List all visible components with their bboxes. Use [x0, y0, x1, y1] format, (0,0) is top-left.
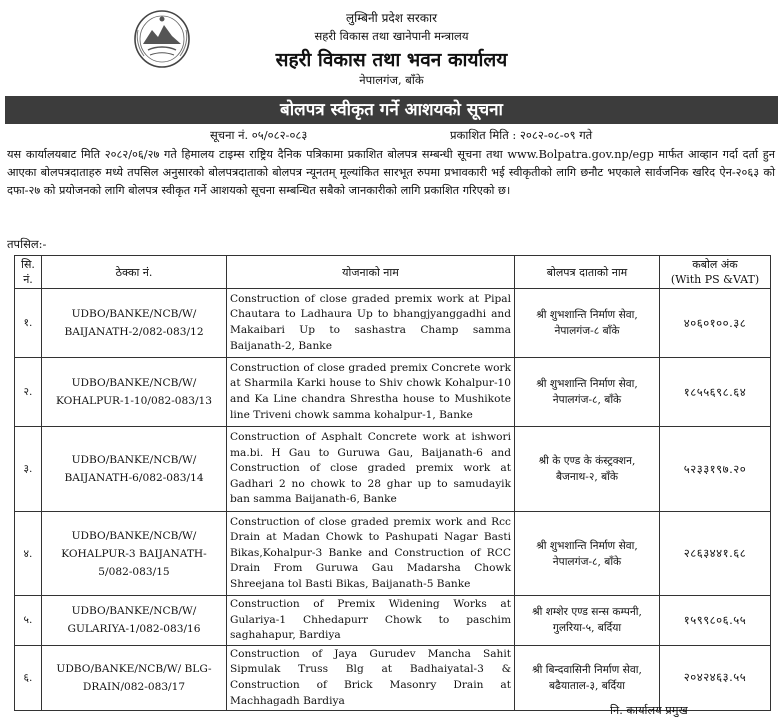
row-bid-amount: २०४२४६३.५५ — [660, 645, 771, 710]
bid-acceptance-table — [14, 255, 771, 711]
row-bid-amount: १५९९८०६.५५ — [660, 596, 771, 646]
row-bid-amount: २८६३४४१.६८ — [660, 512, 771, 596]
row-sn: ६. — [15, 645, 42, 710]
row-contract-no: UDBO/BANKE/NCB/W/ KOHALPUR-1-10/082-083/13 — [42, 358, 227, 427]
row-bidder-name: श्री के एण्ड के कंस्ट्रक्शन, बैजनाथ-२, बाँके — [515, 427, 660, 512]
row-bid-amount: १८५५६९८.६४ — [660, 358, 771, 427]
header-bidder-name: बोलपत्र दाताको नाम — [515, 256, 660, 289]
table-row — [15, 358, 771, 427]
government-name: लुम्बिनी प्रदेश सरकार — [345, 11, 437, 25]
row-bidder-name: श्री शुभशान्ति निर्माण सेवा, नेपालगंज-८ बाँके — [515, 289, 660, 358]
row-project-name: Construction of Premix Widening Works at Gulariya-1 Chhedapurr Chowk to paschim saghahapur, Bardiya — [227, 596, 515, 646]
row-bidder-name: श्री शम्शेर एण्ड सन्स कम्पनी, गुलरिया-५, बर्दिया — [515, 596, 660, 646]
header-project-name: योजनाको नाम — [227, 256, 515, 289]
row-bidder-name: श्री शुभशान्ति निर्माण सेवा, नेपालगंज-८, बाँके — [515, 358, 660, 427]
row-contract-no: UDBO/BANKE/NCB/W/ BAIJANATH-2/082-083/12 — [42, 289, 227, 358]
table-row — [15, 596, 771, 646]
row-bidder-name: श्री शुभशान्ति निर्माण सेवा, नेपालगंज-८, बाँके — [515, 512, 660, 596]
row-bidder-name: श्री बिन्दवासिनी निर्माण सेवा, बढैयाताल-३, बर्दिया — [515, 645, 660, 710]
ministry-name: सहरी विकास तथा खानेपानी मन्त्रालय — [314, 29, 469, 43]
header-amount-note: (With PS &VAT) — [670, 273, 760, 286]
office-chief-signoff: नि. कार्यालय प्रमुख — [610, 704, 688, 717]
row-project-name: Construction of close graded premix Concrete work at Sharmila Karki house to Shiv chowk Kohalpur-10 and Ka Line chandra Shrestha house to Mushikote line Triveni chowk samma kohalpur-1, Banke — [227, 358, 515, 427]
table-row — [15, 289, 771, 358]
row-bid-amount: ४०६०१००.३८ — [660, 289, 771, 358]
table-row — [15, 427, 771, 512]
row-sn: ४. — [15, 512, 42, 596]
row-project-name: Construction of Asphalt Concrete work at ishwori ma.bi. H Gau to Guruwa Gau, Baijanath-6 and Construction of close graded premix work at Gadhari 2 no chowk to 28 ghar up to samudayik ban samma Baijanath-6, Banke — [227, 427, 515, 512]
notice-number: सूचना नं. ०५/०८२-०८३ — [210, 128, 308, 142]
row-contract-no: UDBO/BANKE/NCB/W/ BLG-DRAIN/082-083/17 — [42, 645, 227, 710]
table-row — [15, 512, 771, 596]
header-sn: सि. नं. — [15, 256, 42, 289]
office-location: नेपालगंज, बाँके — [359, 73, 424, 87]
row-contract-no: UDBO/BANKE/NCB/W/ KOHALPUR-3 BAIJANATH-5/082-083/15 — [42, 512, 227, 596]
header-contract-no: ठेक्का नं. — [42, 256, 227, 289]
published-date: प्रकाशित मिति : २०८२-०८-०९ गते — [450, 128, 593, 142]
intro-paragraph: यस कार्यालयबाट मिति २०८२/०६/२७ गते हिमालय टाइम्स राष्ट्रिय दैनिक पत्रिकामा प्रकाशित बोलपत्र सम्बन्धी सूचना तथा www.Bolpatra.gov.np/egp मार्फत आव्हान गर्दा दर्ता हुन आएका बोलपत्रदाताहरु मध्ये तपसिल अनुसारको बोलपत्रदाताको बोलपत्र न्यूनतम् मूल्यांकित सारभूत रुपमा प्रभावकारी भई स्वीकृतीको लागि छनौट भएकाले सार्वजनिक खरिद ऐन-२०६३ को दफा-२७ को प्रयोजनको लागि बोलपत्र स्वीकृत गर्ने आशयको सूचना सम्बन्धित सबैको जानकारीको लागि प्रकाशित गरिएको छ। — [7, 148, 775, 197]
row-project-name: Construction of close graded premix work at Pipal Chautara to Ladhaura Up to bhangjyanggadhi and Makaibari Up to sashastra Champ samma Baijanath-2, Banke — [227, 289, 515, 358]
table-header-row — [15, 256, 771, 289]
row-sn: ३. — [15, 427, 42, 512]
row-contract-no: UDBO/BANKE/NCB/W/ BAIJANATH-6/082-083/14 — [42, 427, 227, 512]
header-amount-label: कबोल अंक — [692, 258, 738, 271]
row-sn: १. — [15, 289, 42, 358]
table-row — [15, 645, 771, 710]
row-bid-amount: ५२३३१९७.२० — [660, 427, 771, 512]
office-name: सहरी विकास तथा भवन कार्यालय — [275, 49, 508, 71]
details-label: तपसिल:- — [7, 237, 47, 251]
row-project-name: Construction of close graded premix work and Rcc Drain at Madan Chowk to Pashupati Nagar Basti Bikas,Kohalpur-3 Banke and Construction of RCC Drain From Guruwa Gau Madarsha Chowk Shreejana tol Basti Bikas, Baijanath-5 Banke — [227, 512, 515, 596]
row-sn: ५. — [15, 596, 42, 646]
row-contract-no: UDBO/BANKE/NCB/W/ GULARIYA-1/082-083/16 — [42, 596, 227, 646]
row-project-name: Construction of Jaya Gurudev Mancha Sahit Sipmulak Truss Blg at Badhaiyatal-3 & Construction of Brick Masonry Drain at Machhagadh Bardiya — [227, 645, 515, 710]
row-sn: २. — [15, 358, 42, 427]
header-bid-amount — [660, 256, 771, 289]
notice-title-banner: बोलपत्र स्वीकृत गर्ने आशयको सूचना — [5, 96, 778, 124]
